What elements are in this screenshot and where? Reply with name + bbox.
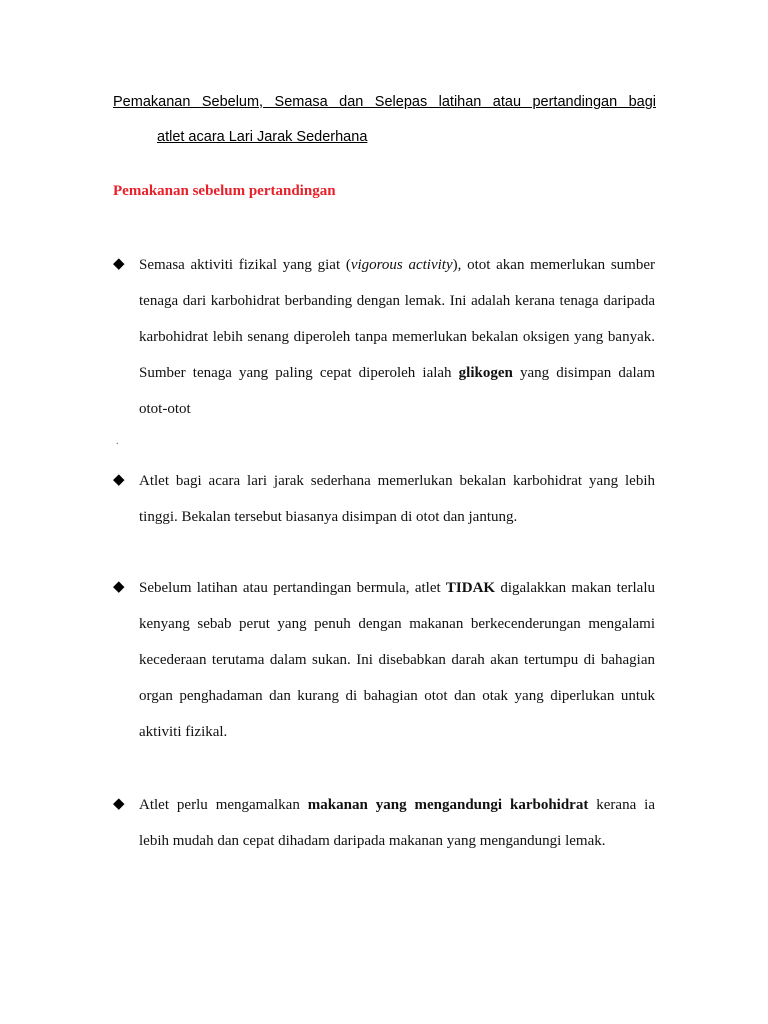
- bold-term: TIDAK: [445, 580, 496, 596]
- bullet-4-line-1: [139, 796, 655, 814]
- diamond-bullet-icon: ◆: [113, 470, 125, 488]
- text-run: Atlet perlu mengamalkan: [139, 797, 308, 813]
- diamond-bullet-icon: ◆: [113, 577, 125, 595]
- bullet-1-line-2: tenaga dari karbohidrat berbanding dengan lemak. Ini adalah kerana tenaga daripada: [139, 293, 655, 309]
- bullet-1-line-4: [139, 364, 655, 382]
- text-run: digalakkan makan terlalu: [495, 580, 655, 596]
- text-run: ), otot akan memerlukan sumber: [452, 257, 655, 273]
- bullet-3-line-5: aktiviti fizikal.: [139, 724, 228, 740]
- stray-dot: .: [116, 436, 119, 447]
- bullet-2-line-2: tinggi. Bekalan tersebut biasanya disimpan di otot dan jantung.: [139, 509, 518, 525]
- bold-term: glikogen: [458, 365, 513, 381]
- bold-term: makanan yang mengandungi karbohidrat: [307, 797, 589, 813]
- text-run: Sumber tenaga yang paling cepat diperoleh ialah: [139, 365, 459, 381]
- text-run: yang disimpan dalam: [512, 365, 655, 381]
- bullet-1-line-3: karbohidrat lebih senang diperoleh tanpa memerlukan bekalan oksigen yang banyak.: [139, 329, 655, 345]
- bullet-3-line-3: kecederaan terutama dalam sukan. Ini disebabkan darah akan tertumpu di bahagian: [139, 652, 655, 668]
- italic-term: vigorous activity: [350, 257, 453, 273]
- text-run: Sebelum latihan atau pertandingan bermula, atlet: [139, 580, 446, 596]
- diamond-bullet-icon: ◆: [113, 794, 125, 812]
- bullet-1-line-5: otot-otot: [139, 401, 191, 417]
- bullet-1-line-1: [139, 256, 655, 274]
- section-heading: Pemakanan sebelum pertandingan: [113, 183, 336, 199]
- text-run: Semasa aktiviti fizikal yang giat (: [139, 257, 351, 273]
- bullet-3-line-2: kenyang sebab perut yang penuh dengan makanan berkecenderungan mengalami: [139, 616, 655, 632]
- bullet-4-line-2: lebih mudah dan cepat dihadam daripada makanan yang mengandungi lemak.: [139, 833, 606, 849]
- document-title-line-2: atlet acara Lari Jarak Sederhana: [157, 129, 368, 145]
- diamond-bullet-icon: ◆: [113, 254, 125, 272]
- bullet-3-line-1: [139, 579, 655, 597]
- bullet-2-line-1: Atlet bagi acara lari jarak sederhana memerlukan bekalan karbohidrat yang lebih: [139, 473, 655, 489]
- text-run: kerana ia: [588, 797, 655, 813]
- bullet-3-line-4: organ penghadaman dan kurang di bahagian otot dan otak yang diperlukan untuk: [139, 688, 655, 704]
- document-title-line-1: Pemakanan Sebelum, Semasa dan Selepas latihan atau pertandingan bagi: [113, 94, 656, 110]
